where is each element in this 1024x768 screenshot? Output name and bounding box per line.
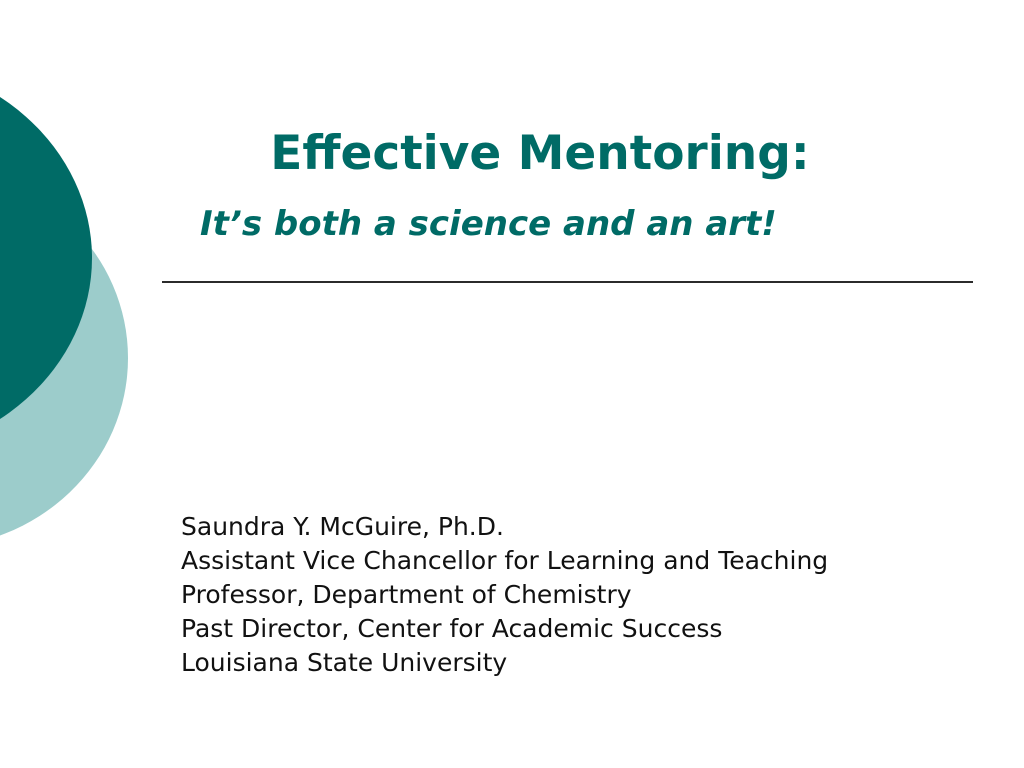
slide-title: Effective Mentoring: — [270, 126, 810, 181]
slide-subtitle: It’s both a science and an art! — [200, 204, 777, 244]
author-info — [181, 510, 981, 680]
author-name: Saundra Y. McGuire, Ph.D. — [181, 512, 504, 541]
author-title: Assistant Vice Chancellor for Learning and Teaching — [181, 546, 829, 575]
author-institution: Louisiana State University — [181, 648, 508, 677]
author-department: Professor, Department of Chemistry — [181, 580, 632, 609]
author-past-role: Past Director, Center for Academic Success — [181, 614, 723, 643]
title-divider — [162, 281, 973, 283]
